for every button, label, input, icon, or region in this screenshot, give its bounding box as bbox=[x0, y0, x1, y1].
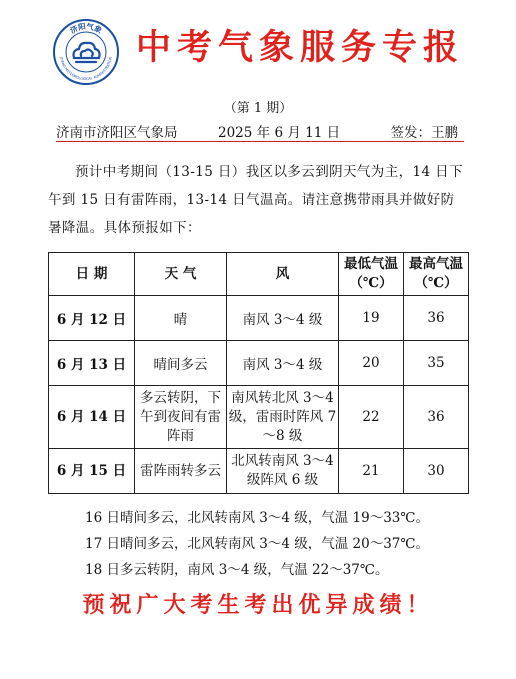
row-wind: 南风 3～4 级 bbox=[227, 296, 339, 341]
header-min-temp bbox=[339, 253, 404, 296]
row-date: 6 月 13 日 bbox=[49, 341, 135, 386]
header-weather: 天 气 bbox=[135, 253, 227, 296]
table-row bbox=[49, 386, 469, 449]
table-header-row bbox=[49, 253, 469, 296]
meta-line bbox=[56, 119, 464, 142]
extended-forecast-line: 18 日多云转阴，南风 3～4 级，气温 22～37℃。 bbox=[85, 562, 389, 578]
table-row bbox=[49, 341, 469, 386]
issue-number: （第 1 期） bbox=[223, 101, 293, 116]
row-weather: 晴间多云 bbox=[135, 341, 227, 386]
extended-forecast-line: 17 日晴间多云，北风转南风 3～4 级，气温 20～37℃。 bbox=[85, 536, 429, 552]
header-date: 日 期 bbox=[49, 253, 135, 296]
row-weather: 雷阵雨转多云 bbox=[135, 449, 227, 494]
row-max-temp: 36 bbox=[404, 386, 469, 449]
row-date: 6 月 15 日 bbox=[49, 449, 135, 494]
row-date: 6 月 12 日 bbox=[49, 296, 135, 341]
header-max-temp-label: 最高气温 bbox=[409, 256, 463, 272]
intro-paragraph: 预计中考期间（13-15 日）我区以多云到阴天气为主，14 日下午到 15 日有雷阵雨，13-14 日气温高。请注意携带雨具并做好防暑降温。具体预报如下： bbox=[48, 164, 463, 236]
row-wind: 南风转北风 3～4 级，雷雨时阵风 7～8 级 bbox=[227, 386, 339, 449]
signer: 签发：王鹏 bbox=[390, 125, 458, 141]
row-min-temp: 19 bbox=[339, 296, 404, 341]
row-weather: 多云转阴，下午到夜间有雷阵雨 bbox=[135, 386, 227, 449]
row-min-temp: 22 bbox=[339, 386, 404, 449]
header-max-temp bbox=[404, 253, 469, 296]
header-min-temp-label: 最低气温 bbox=[344, 256, 398, 272]
closing-slogan: 预祝广大考生考出优异成绩！ bbox=[82, 592, 434, 618]
report-header bbox=[0, 0, 516, 92]
forecast-table bbox=[48, 252, 469, 494]
header-wind: 风 bbox=[227, 253, 339, 296]
extended-forecast bbox=[85, 505, 429, 583]
issuing-agency: 济南市济阳区气象局 bbox=[56, 125, 178, 141]
report-title: 中考气象服务专报 bbox=[136, 27, 465, 68]
logo-top-text: 济阳气象 bbox=[68, 21, 104, 36]
logo-bottom-text: JIYANG METEOROLOGICAL ADMINISTRATION bbox=[59, 56, 113, 82]
jiyang-weather-logo bbox=[52, 18, 120, 86]
row-min-temp: 21 bbox=[339, 449, 404, 494]
row-weather: 晴 bbox=[135, 296, 227, 341]
row-date: 6 月 14 日 bbox=[49, 386, 135, 449]
row-wind: 北风转南风 3～4 级阵风 6 级 bbox=[227, 449, 339, 494]
header-min-temp-unit: （℃） bbox=[349, 275, 393, 291]
header-max-temp-unit: （℃） bbox=[414, 275, 458, 291]
row-max-temp: 30 bbox=[404, 449, 469, 494]
extended-forecast-line: 16 日晴间多云，北风转南风 3～4 级，气温 19～33℃。 bbox=[85, 510, 429, 526]
row-min-temp: 20 bbox=[339, 341, 404, 386]
issue-date: 2025 年 6 月 11 日 bbox=[218, 125, 341, 141]
row-wind: 南风 3～4 级 bbox=[227, 341, 339, 386]
table-row bbox=[49, 449, 469, 494]
row-max-temp: 36 bbox=[404, 296, 469, 341]
row-max-temp: 35 bbox=[404, 341, 469, 386]
table-row bbox=[49, 296, 469, 341]
